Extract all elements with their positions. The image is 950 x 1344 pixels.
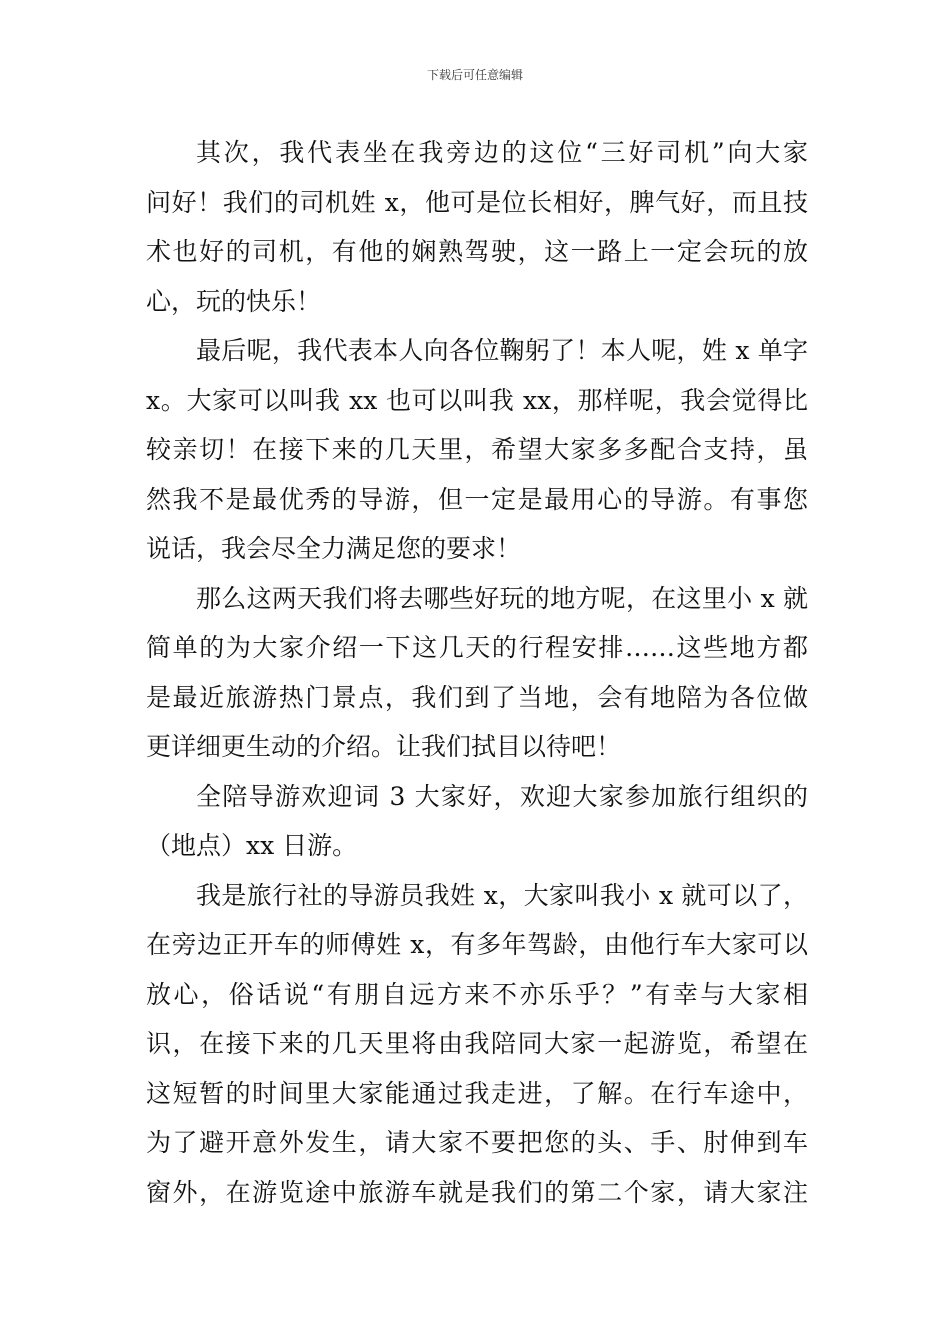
text-line: 然我不是最优秀的导游，但一定是最用心的导游。有事您 xyxy=(146,484,808,514)
text-line: （地点）xx 日游。 xyxy=(146,831,358,860)
text-line: 心，玩的快乐！ xyxy=(146,286,322,316)
text-line: 识，在接下来的几天里将由我陪同大家一起游览，希望在 xyxy=(146,1029,808,1058)
text-line: 术也好的司机，有他的娴熟驾驶，这一路上一定会玩的放 xyxy=(146,237,808,266)
text-line: 更详细更生动的介绍。让我们拭目以待吧！ xyxy=(146,732,622,761)
text-line: 这短暂的时间里大家能通过我走进，了解。在行车途中， xyxy=(146,1078,808,1108)
text-line: 在旁边正开车的师傅姓 x，有多年驾龄，由他行车大家可以 xyxy=(146,930,808,959)
text-line: 窗外，在游览途中旅游车就是我们的第二个家，请大家注 xyxy=(146,1177,808,1207)
text-line: 问好！我们的司机姓 x，他可是位长相好，脾气好，而且技 xyxy=(146,187,808,217)
text-line: 是最近旅游热门景点，我们到了当地，会有地陪为各位做 xyxy=(146,682,808,712)
text-line: 为了避开意外发生，请大家不要把您的头、手、肘伸到车 xyxy=(146,1128,808,1157)
page-header: 下载后可任意编辑 xyxy=(426,68,523,82)
text-line: 我是旅行社的导游员我姓 x，大家叫我小 x 就可以了， xyxy=(196,880,808,910)
text-line: x。大家可以叫我 xx 也可以叫我 xx，那样呢，我会觉得比 xyxy=(146,385,808,415)
text-line: 全陪导游欢迎词 3 大家好，欢迎大家参加旅行组织的 xyxy=(196,781,808,811)
text-line: 简单的为大家介绍一下这几天的行程安排……这些地方都 xyxy=(146,633,808,662)
text-line: 放心，俗话说“有朋自远方来不亦乐乎？”有幸与大家相 xyxy=(146,979,808,1009)
text-line: 其次，我代表坐在我旁边的这位“三好司机”向大家 xyxy=(196,138,808,167)
text-line: 最后呢，我代表本人向各位鞠躬了！本人呢，姓 x 单字 xyxy=(196,336,808,365)
document-body xyxy=(146,128,808,1217)
text-line: 那么这两天我们将去哪些好玩的地方呢，在这里小 x 就 xyxy=(196,583,808,613)
text-line: 较亲切！在接下来的几天里，希望大家多多配合支持，虽 xyxy=(146,435,808,464)
text-line: 说话，我会尽全力满足您的要求！ xyxy=(146,534,522,563)
